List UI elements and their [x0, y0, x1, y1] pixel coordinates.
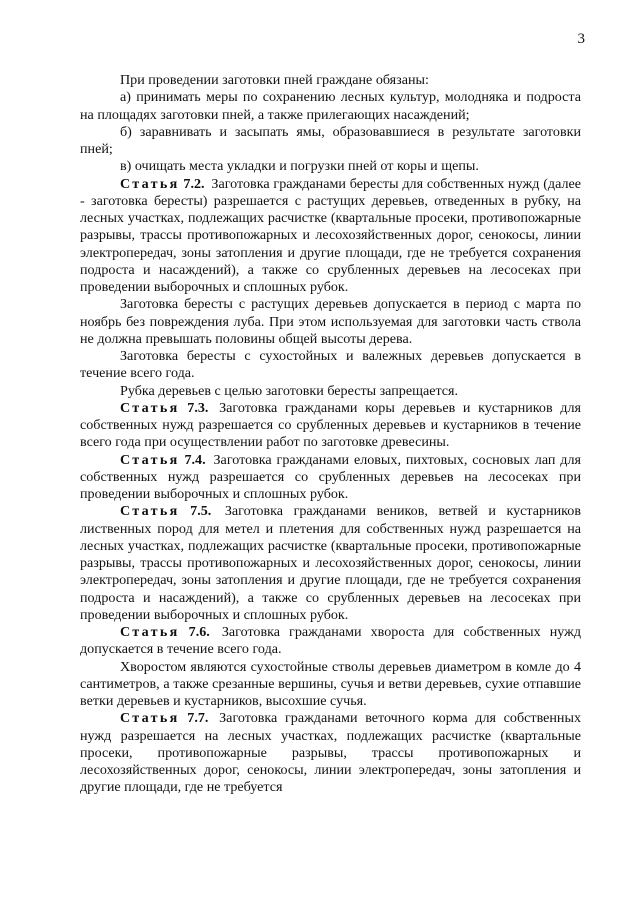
article-number: 7.5. — [190, 503, 212, 520]
page-number: 3 — [577, 31, 585, 47]
article-number: 7.4. — [184, 451, 206, 468]
article-text: Заготовка гражданами коры деревьев и кустарников для собственных нужд разрешается со срубленных деревьев и кустарников в течение всего года при осуществлении работ по заготовке древесины. — [80, 399, 581, 451]
article-number: 7.6. — [188, 624, 210, 640]
paragraph: б) заравнивать и засыпать ямы, образовавшиеся в результате заготовки пней; — [80, 123, 581, 157]
article-label: Статья — [120, 624, 180, 640]
paragraph: Заготовка бересты с сухостойных и валежных деревьев допускается в течение всего года. — [80, 348, 581, 382]
article-text: Заготовка гражданами веников, ветвей и кустарников лиственных пород для метел и плетения для собственных нужд разрешается на лесных участках, подлежащих расчистке (квартальные просеки, противопожарные разрывы, трассы противопожарных и лесохозяйственных дорог, сенокосы, линии электропередач, зоны затопления и другие площади, где не требуется сохранения подроста и насаждений), а также со срубленных деревьев на лесосеках при проведении выборочных и сплошных рубок. — [80, 503, 581, 623]
article-label: Статья — [120, 451, 180, 468]
article-label: Статья — [120, 399, 180, 416]
article-paragraph — [80, 710, 581, 796]
article-label: Статья — [120, 175, 180, 192]
article-label: Статья — [120, 710, 180, 727]
article-text: Заготовка гражданами еловых, пихтовых, сосновых лап для собственных нужд разрешается со срубленных деревьев на лесосеках при проведении выборочных и сплошных рубок. — [80, 451, 581, 502]
article-text: Заготовка гражданами веточного корма для собственных нужд разрешается на лесных участках, подлежащих расчистке (квартальные просеки, противопожарные разрывы, трассы противопожарных и лесохозяйственных дорог, сенокосы, линии электропередач, зоны затопления и другие площади, где не требуется — [80, 710, 581, 796]
paragraph: При проведении заготовки пней граждане обязаны: — [120, 72, 429, 88]
article-number: 7.3. — [187, 399, 209, 416]
article-label: Статья — [120, 503, 180, 520]
paragraph: в) очищать места укладки и погрузки пней от коры и щепы. — [120, 158, 479, 175]
article-text: Заготовка гражданами хвороста для собственных нужд допускается в течение всего года. — [80, 624, 582, 658]
paragraph: Хворостом являются сухостойные стволы деревьев диаметром в комле до 4 сантиметров, а также срезанные вершины, сучья и ветви деревьев, сухие отпавшие ветки деревьев и кустарников, высохшие сучья. — [80, 658, 581, 709]
paragraph: Заготовка бересты с растущих деревьев допускается в период с марта по ноябрь без повреждения луба. При этом используемая для заготовки часть ствола не должна превышать половины общей высоты дерева. — [80, 296, 581, 347]
article-number: 7.2. — [183, 175, 205, 192]
document-body — [80, 72, 581, 797]
article-paragraph — [80, 503, 581, 624]
paragraph: а) принимать меры по сохранению лесных культур, молодняка и подроста на площадях заготовки пней, а также прилегающих насаждений; — [80, 89, 581, 123]
article-paragraph — [80, 452, 581, 504]
article-text: Заготовка гражданами бересты для собственных нужд (далее - заготовка бересты) разрешается с растущих деревьев, отведенных в рубку, на лесных участках, подлежащих расчистке (квартальные просеки, противопожарные разрывы, трассы противопожарных и лесохозяйственных дорог, сенокосы, линии электропередач, зоны затопления и другие площади, где не требуется сохранения подроста и насаждений), а также со срубленных деревьев на лесосеках при проведении выборочных и сплошных рубок. — [80, 175, 581, 295]
article-paragraph — [80, 624, 581, 659]
article-paragraph — [80, 176, 581, 297]
paragraph: Рубка деревьев с целью заготовки бересты запрещается. — [120, 382, 459, 399]
article-number: 7.7. — [187, 710, 209, 727]
article-paragraph — [80, 400, 581, 452]
